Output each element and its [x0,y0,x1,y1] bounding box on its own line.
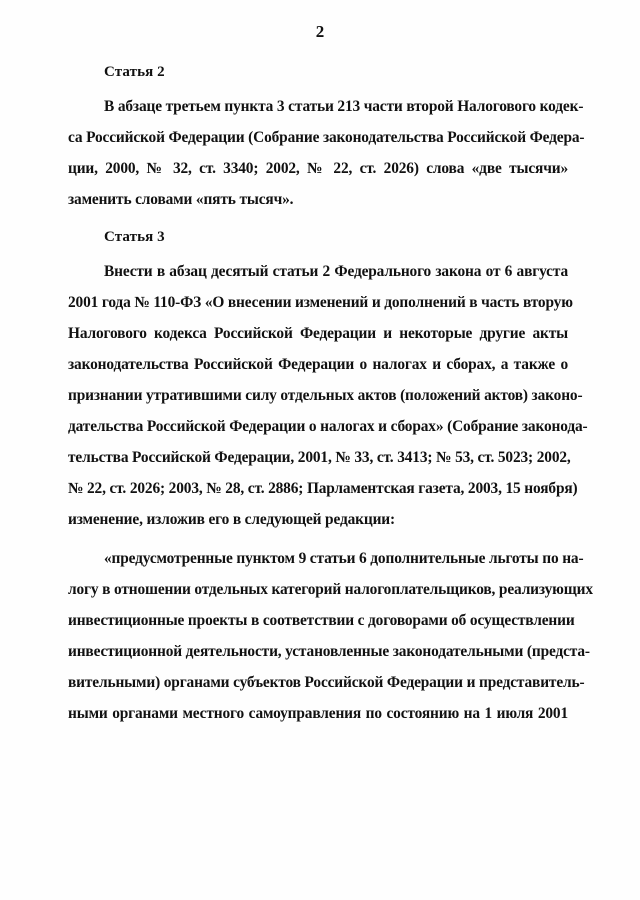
paragraph-line: 2001 года № 110-ФЗ «О внесении изменений и дополнений в часть вторую [68,294,573,311]
paragraph-line: № 22, ст. 2026; 2003, № 28, ст. 2886; Парламентская газета, 2003, 15 ноября) [68,480,578,497]
paragraph-line: инвестиционной деятельности, установленные законодательными (предста- [68,643,590,660]
paragraph-line: В абзаце третьем пункта 3 статьи 213 части второй Налогового кодек- [104,98,584,115]
paragraph-line: изменение, изложив его в следующей редакции: [68,511,395,528]
paragraph-line: законодательства Российской Федерации о налогах и сборах, а также о [68,356,568,373]
paragraph-line: вительными) органами субъектов Российской Федерации и представитель- [68,674,585,691]
paragraph-line: ции, 2000, № 32, ст. 3340; 2002, № 22, ст. 2026) слова «две тысячи» [68,160,568,177]
paragraph-line: логу в отношении отдельных категорий налогоплательщиков, реализующих [68,581,593,598]
paragraph-line: ными органами местного самоуправления по состоянию на 1 июля 2001 [68,705,568,722]
paragraph-line: «предусмотренные пунктом 9 статьи 6 дополнительные льготы по на- [104,550,584,567]
article-2-heading: Статья 2 [104,64,165,80]
paragraph-line: са Российской Федерации (Собрание законодательства Российской Федера- [68,129,585,146]
paragraph-line: инвестиционные проекты в соответствии с договорами об осуществлении [68,612,575,629]
page-number: 2 [315,22,325,41]
paragraph-line: Внести в абзац десятый статьи 2 Федерального закона от 6 августа [104,263,568,280]
paragraph-line: дательства Российской Федерации о налогах и сборах» (Собрание законода- [68,418,588,435]
article-3-heading: Статья 3 [104,229,165,245]
paragraph-line: признании утратившими силу отдельных актов (положений актов) законо- [68,387,583,404]
paragraph-line: Налогового кодекса Российской Федерации и некоторые другие акты [68,325,568,342]
paragraph-line: заменить словами «пять тысяч». [68,191,294,208]
paragraph-line: тельства Российской Федерации, 2001, № 33, ст. 3413; № 53, ст. 5023; 2002, [68,449,571,466]
